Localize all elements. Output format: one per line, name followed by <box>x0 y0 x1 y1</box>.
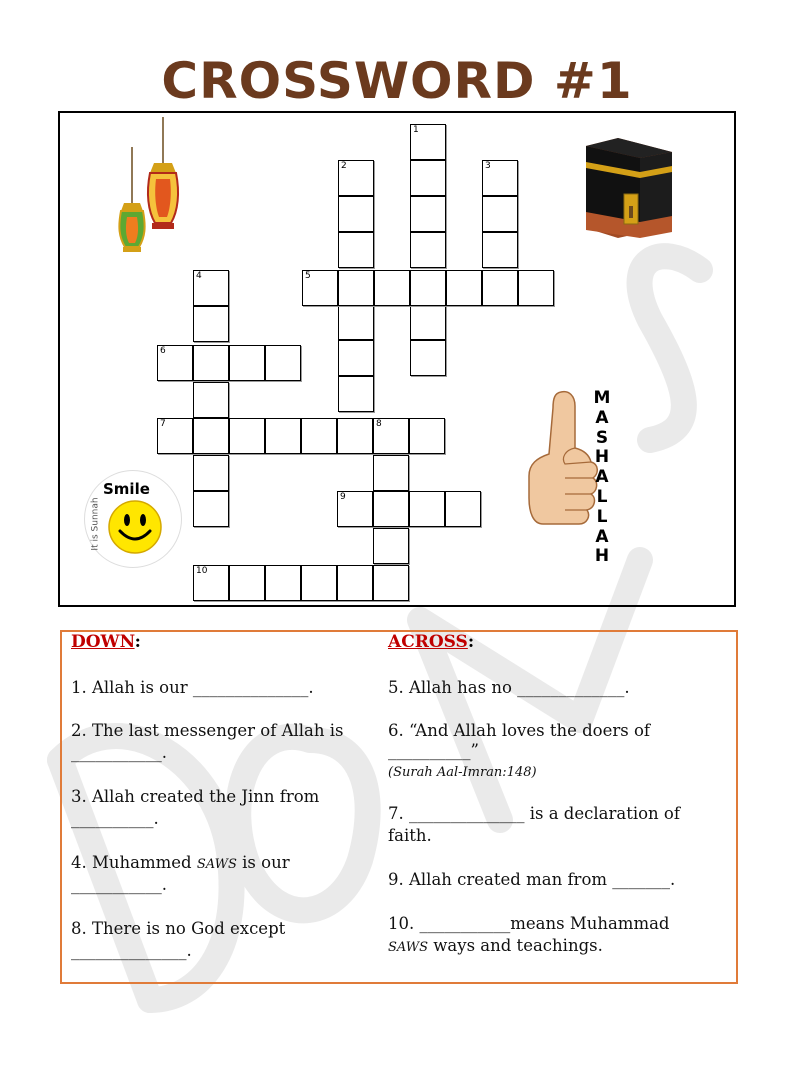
down-clue-3-blank: __________. <box>71 809 159 828</box>
mashallah-letter: H <box>594 447 610 468</box>
page-title: CROSSWORD #1 <box>161 52 633 110</box>
clue-number-4: 4 <box>196 271 202 281</box>
clue-number-5: 5 <box>305 271 311 281</box>
smile-badge <box>84 470 182 568</box>
grid-cell[interactable] <box>410 304 446 340</box>
grid-cell[interactable] <box>410 160 446 196</box>
grid-cell[interactable] <box>445 491 481 527</box>
down-clue-2: 2. The last messenger of Allah is <box>71 721 344 740</box>
surah-reference: (Surah Aal-Imran:148) <box>388 765 537 780</box>
grid-cell[interactable] <box>337 491 373 527</box>
grid-cell[interactable] <box>337 418 373 454</box>
across-clue-5: 5. Allah has no _____________. <box>388 678 630 697</box>
clue-number-8: 8 <box>376 419 382 429</box>
smile-label: Smile <box>103 480 150 498</box>
grid-cell[interactable] <box>482 196 518 232</box>
clue-number-2: 2 <box>341 161 347 171</box>
grid-cell[interactable] <box>193 491 229 527</box>
lanterns-icon <box>110 115 185 255</box>
grid-cell[interactable] <box>482 232 518 268</box>
across-clue-6-blank: __________” <box>388 741 479 760</box>
grid-cell[interactable] <box>410 270 446 306</box>
clue-number-10: 10 <box>196 566 208 576</box>
grid-cell[interactable] <box>338 270 374 306</box>
grid-cell[interactable] <box>373 418 409 454</box>
mashallah-letter: S <box>595 427 609 448</box>
across-clue-10-end <box>388 935 603 959</box>
down-clue-4-end: is our <box>242 853 290 872</box>
grid-cell[interactable] <box>265 565 301 601</box>
smiley-face-icon <box>107 499 163 555</box>
across-clue-10-text: ways and teachings. <box>433 936 603 955</box>
mashallah-letter: A <box>595 467 609 488</box>
mashallah-letter: L <box>596 506 608 527</box>
mashallah-letter: A <box>595 407 609 428</box>
grid-cell[interactable] <box>446 270 482 306</box>
grid-cell[interactable] <box>338 376 374 412</box>
down-clue-1: 1. Allah is our ______________. <box>71 678 314 697</box>
across-clue-6: 6. “And Allah loves the doers of <box>388 721 651 740</box>
grid-cell[interactable] <box>338 232 374 268</box>
kaaba-icon <box>578 136 674 240</box>
grid-cell[interactable] <box>193 345 229 381</box>
grid-cell[interactable] <box>193 306 229 342</box>
saws-abbrev: SAWS <box>196 857 237 872</box>
grid-cell[interactable] <box>410 340 446 376</box>
down-clue-2-blank: ___________. <box>71 743 167 762</box>
grid-cell[interactable] <box>301 418 337 454</box>
grid-cell[interactable] <box>265 418 301 454</box>
grid-cell[interactable] <box>410 124 446 160</box>
down-clue-8-blank: ______________. <box>71 941 192 960</box>
grid-cell[interactable] <box>193 382 229 418</box>
clue-number-1: 1 <box>413 125 419 135</box>
grid-cell[interactable] <box>409 418 445 454</box>
across-clue-9: 9. Allah created man from _______. <box>388 870 676 889</box>
grid-cell[interactable] <box>409 491 445 527</box>
grid-cell[interactable] <box>410 232 446 268</box>
clue-number-3: 3 <box>485 161 491 171</box>
grid-cell[interactable] <box>482 270 518 306</box>
across-heading: ACROSS: <box>388 632 475 652</box>
mashallah-letter: L <box>596 486 608 507</box>
grid-cell[interactable] <box>301 565 337 601</box>
across-clue-7: 7. ______________ is a declaration of <box>388 804 680 823</box>
clue-number-7: 7 <box>160 419 166 429</box>
grid-cell[interactable] <box>338 304 374 340</box>
thumbs-up-icon <box>525 388 600 548</box>
saws-abbrev: SAWS <box>388 940 429 955</box>
grid-cell[interactable] <box>193 565 229 601</box>
mashallah-letter: M <box>593 388 611 408</box>
grid-cell[interactable] <box>410 196 446 232</box>
grid-cell[interactable] <box>373 455 409 491</box>
grid-cell[interactable] <box>229 565 265 601</box>
grid-cell[interactable] <box>265 345 301 381</box>
grid-cell[interactable] <box>157 345 193 381</box>
mashallah-letter: A <box>595 526 609 547</box>
grid-cell[interactable] <box>373 565 409 601</box>
grid-cell[interactable] <box>193 455 229 491</box>
grid-cell[interactable] <box>337 565 373 601</box>
mashallah-text <box>592 389 612 567</box>
grid-cell[interactable] <box>229 418 265 454</box>
grid-cell[interactable] <box>302 270 338 306</box>
grid-cell[interactable] <box>373 491 409 527</box>
grid-cell[interactable] <box>229 345 265 381</box>
grid-cell[interactable] <box>157 418 193 454</box>
down-clue-8: 8. There is no God except <box>71 919 286 938</box>
grid-cell[interactable] <box>518 270 554 306</box>
grid-cell[interactable] <box>338 196 374 232</box>
grid-cell[interactable] <box>193 418 229 454</box>
grid-cell[interactable] <box>338 160 374 196</box>
grid-cell[interactable] <box>338 340 374 376</box>
down-clue-4-text: 4. Muhammed <box>71 853 192 872</box>
grid-cell[interactable] <box>193 270 229 306</box>
clue-number-6: 6 <box>160 346 166 356</box>
grid-cell[interactable] <box>373 528 409 564</box>
down-clue-4 <box>71 852 290 876</box>
down-heading: DOWN: <box>71 632 141 652</box>
across-clue-7-end: faith. <box>388 826 432 845</box>
sunnah-label: It is Sunnah <box>90 497 101 551</box>
grid-cell[interactable] <box>482 160 518 196</box>
down-clue-3: 3. Allah created the Jinn from <box>71 787 320 806</box>
clue-number-9: 9 <box>340 492 346 502</box>
down-clue-4-blank: ___________. <box>71 875 167 894</box>
across-clue-10: 10. ___________means Muhammad <box>388 914 670 933</box>
grid-cell[interactable] <box>374 270 410 306</box>
mashallah-letter: H <box>594 546 610 567</box>
